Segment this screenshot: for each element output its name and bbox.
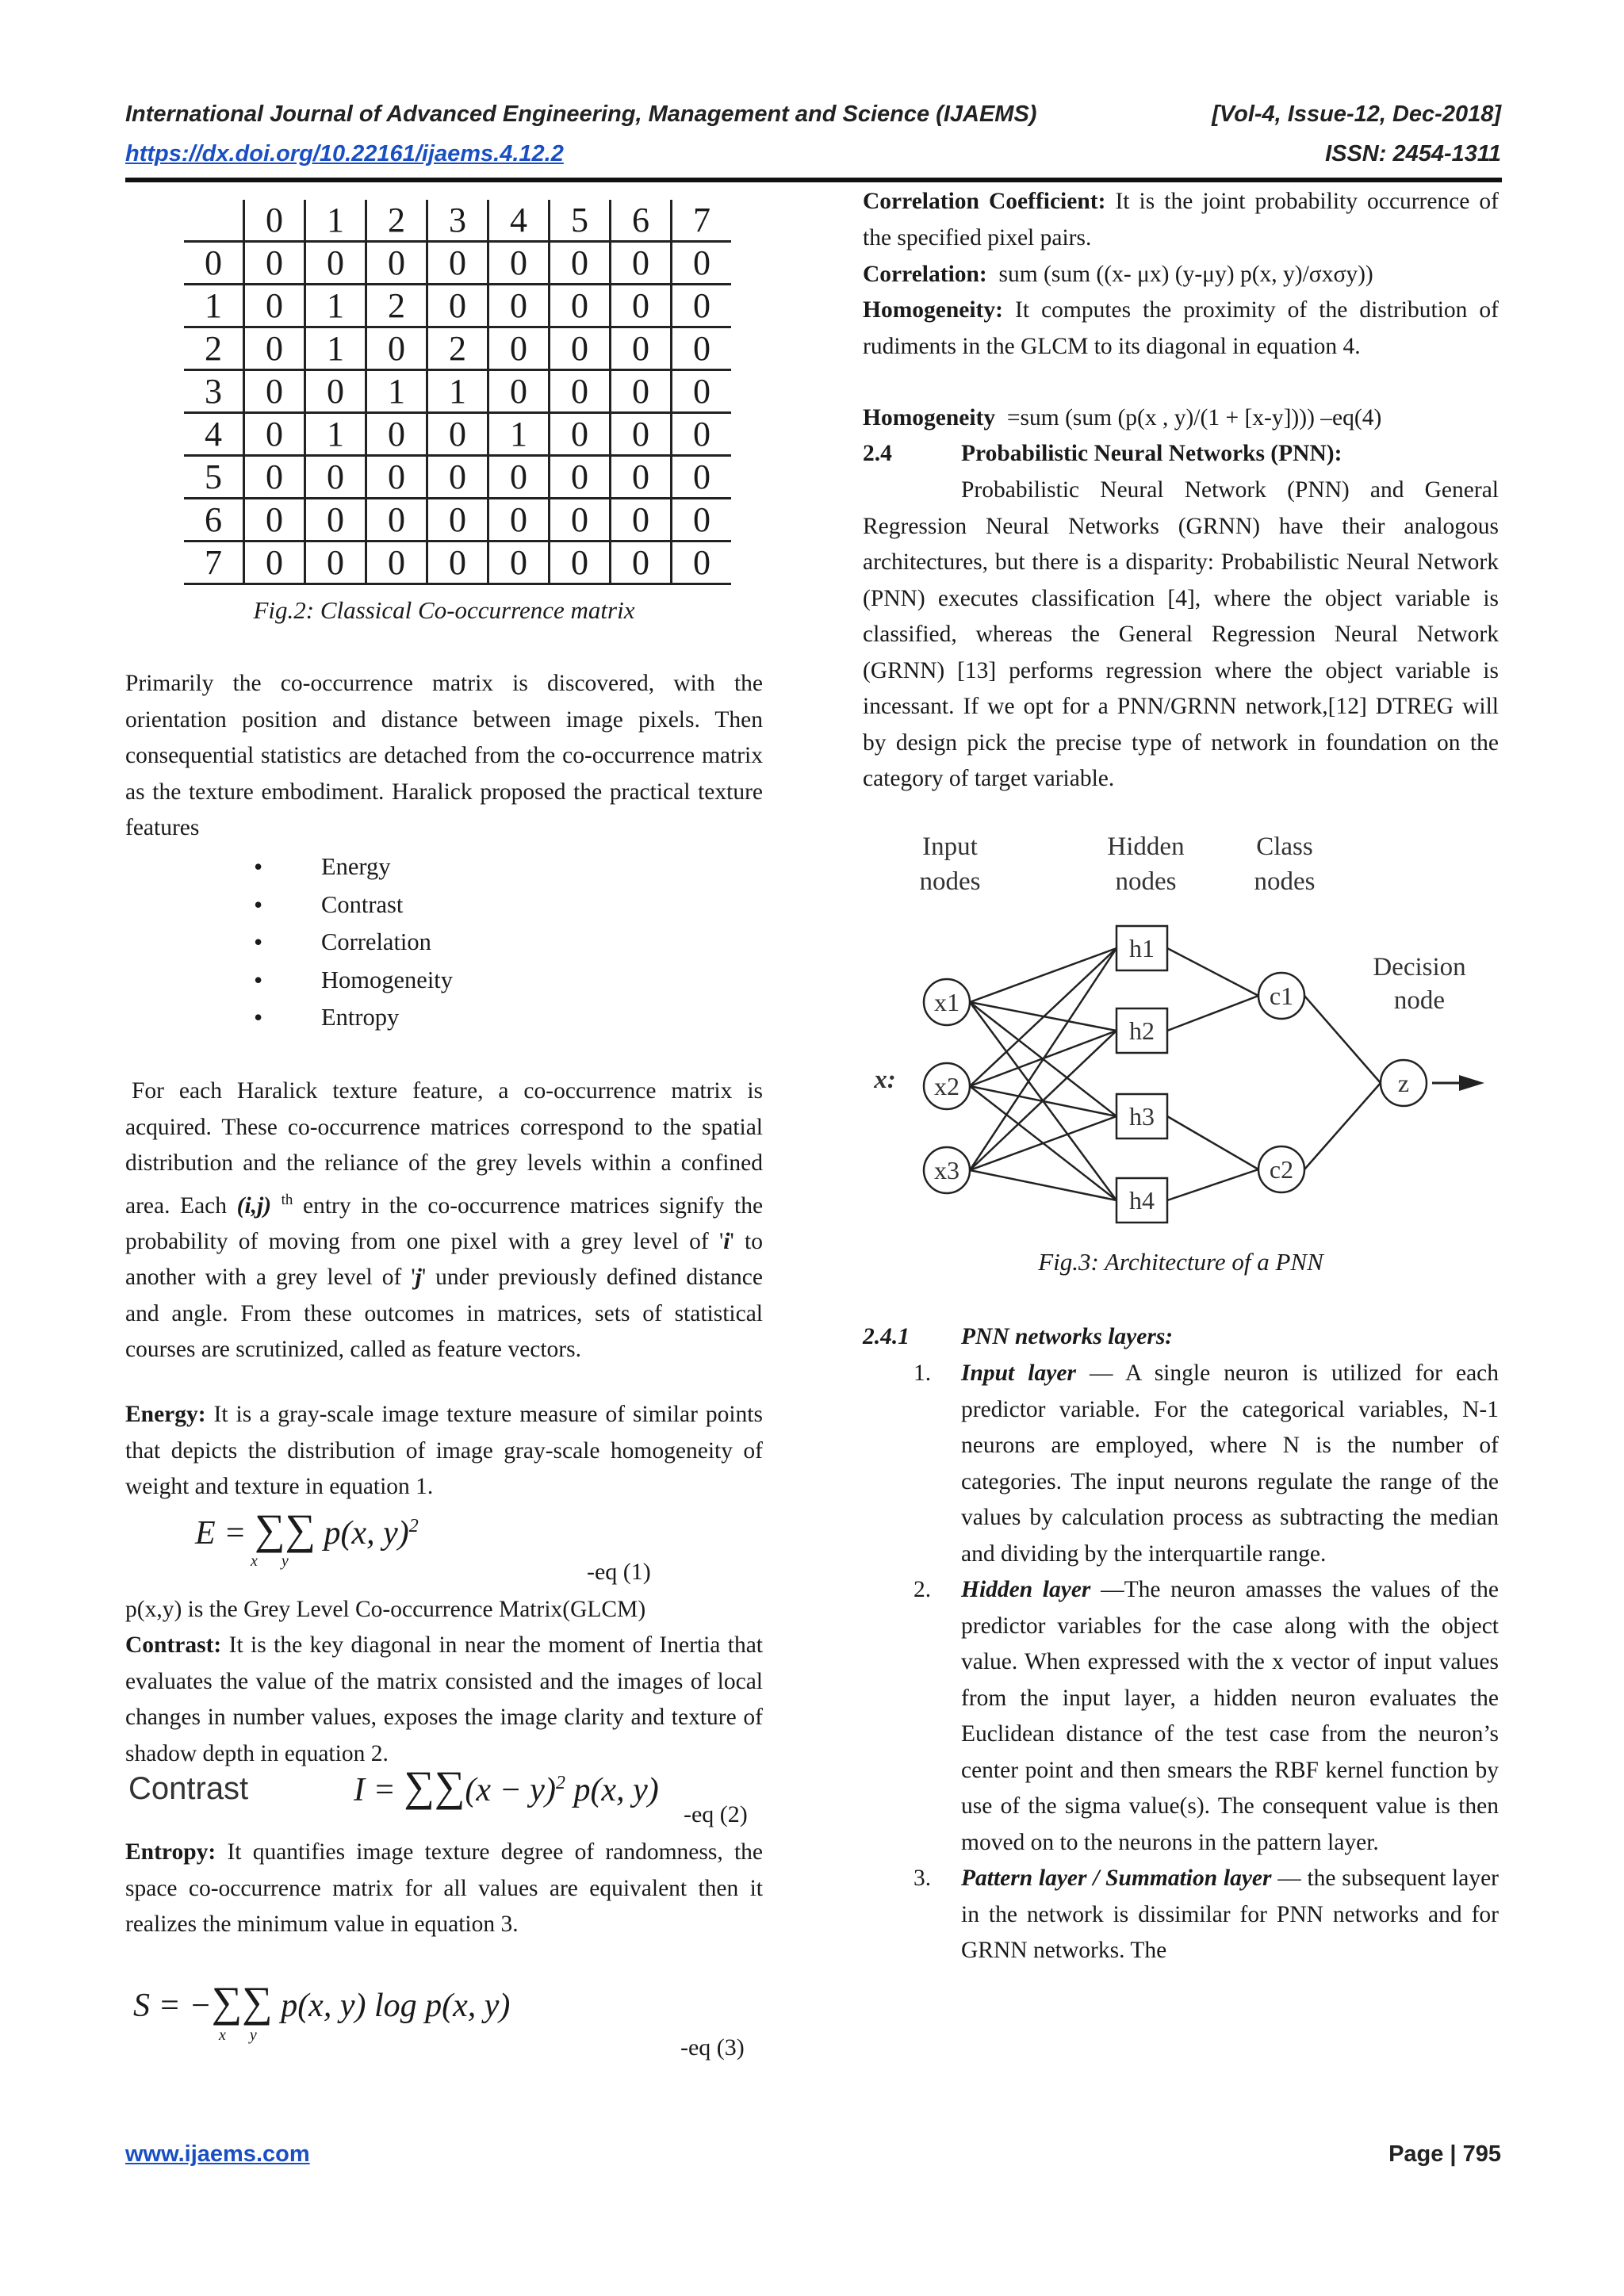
svg-text:z: z	[1397, 1069, 1410, 1097]
matrix-cell: 0	[672, 541, 732, 584]
matrix-cell: 0	[427, 499, 488, 541]
energy-equation: E = ∑∑ p(x, y)$^2$ xy	[195, 1506, 419, 1570]
matrix-cell: 0	[366, 499, 427, 541]
page-number: Page | 795	[1388, 2141, 1501, 2167]
fig2-caption: Fig.2: Classical Co-occurrence matrix	[253, 596, 635, 624]
matrix-cell: 1	[427, 370, 488, 413]
input-hidden-edge	[970, 948, 1116, 1170]
matrix-cell: 0	[305, 242, 366, 285]
matrix-cell: 0	[366, 413, 427, 456]
matrix-row-header: 7	[184, 541, 244, 584]
matrix-cell: 0	[244, 370, 305, 413]
entropy-paragraph: Entropy: It quantifies image texture degree of randomness, the space co-occurrence matrix for all values are equivalent then it realizes the minimum value in equation 3.	[125, 1839, 764, 1937]
svg-text:h4: h4	[1129, 1186, 1155, 1215]
hidden-class-edge	[1167, 996, 1258, 1031]
table-row	[184, 456, 731, 499]
pnn-architecture-diagram	[863, 832, 1497, 1237]
correlation-coefficient-paragraph: Correlation Coefficient: It is the joint probability occurrence of the specified pixel pairs.	[863, 189, 1499, 251]
matrix-cell: 0	[611, 285, 672, 327]
list-item: • Homogeneity	[254, 962, 453, 1000]
matrix-column-header: 4	[488, 200, 550, 242]
matrix-cell: 0	[672, 285, 732, 327]
matrix-cell: 0	[672, 370, 732, 413]
table-row	[184, 242, 731, 285]
header-rule	[125, 178, 1502, 182]
input-hidden-edge	[970, 1170, 1116, 1200]
svg-text:nodes: nodes	[919, 867, 981, 896]
matrix-cell: 0	[244, 242, 305, 285]
matrix-row-header: 5	[184, 456, 244, 499]
class-nodes-label: Class	[1256, 832, 1313, 861]
matrix-cell: 0	[611, 541, 672, 584]
volume-info: [Vol-4, Issue-12, Dec-2018]	[1212, 101, 1501, 127]
input-hidden-edge	[970, 1031, 1116, 1170]
correlation-formula: Correlation: sum (sum ((x- μx) (y-μy) p(x, y)/σxσy))	[863, 262, 1373, 287]
matrix-cell: 0	[672, 327, 732, 370]
matrix-cell: 0	[305, 370, 366, 413]
list-item: • Energy	[254, 848, 453, 886]
table-row	[184, 541, 731, 584]
matrix-cell: 0	[305, 456, 366, 499]
matrix-cell: 0	[550, 242, 611, 285]
matrix-row-header: 3	[184, 370, 244, 413]
cooccurrence-matrix-table	[184, 200, 731, 585]
matrix-cell: 0	[672, 413, 732, 456]
matrix-cell: 0	[244, 456, 305, 499]
matrix-cell: 1	[305, 285, 366, 327]
matrix-cell: 0	[611, 327, 672, 370]
matrix-cell: 0	[305, 499, 366, 541]
matrix-cell: 0	[611, 413, 672, 456]
matrix-row-header: 0	[184, 242, 244, 285]
matrix-cell: 0	[488, 242, 550, 285]
eq1-label: -eq (1)	[587, 1559, 651, 1585]
section-2-4-heading: 2.4 Probabilistic Neural Networks (PNN):	[863, 441, 1342, 466]
table-row	[184, 370, 731, 413]
contrast-equation: $I = \sum\sum(x - y)^2$ p(x, y)	[354, 1762, 659, 1810]
decision-node	[1381, 1060, 1427, 1106]
energy-paragraph: Energy: It is a gray-scale image texture measure of similar points that depicts the distribution of image gray-scale homogeneity of weight and texture in equation 1.	[125, 1402, 763, 1499]
matrix-corner	[184, 200, 244, 242]
hidden-node	[1116, 1094, 1167, 1138]
doi-link[interactable]: https://dx.doi.org/10.22161/ijaems.4.12.2	[125, 141, 564, 166]
matrix-cell: 1	[305, 327, 366, 370]
hidden-node	[1116, 926, 1167, 970]
ij-index: (i,j)	[236, 1192, 272, 1219]
matrix-cell: 0	[550, 370, 611, 413]
matrix-cell: 0	[427, 413, 488, 456]
matrix-cell: 0	[488, 499, 550, 541]
table-row	[184, 499, 731, 541]
class-node	[1258, 973, 1304, 1019]
haralick-paragraph: For each Haralick texture feature, a co-occurrence matrix is acquired. These co-occurrence matrices correspond to the spatial distribution and the reliance of the grey levels within a confined area. Each (i,j) $^{th}$ entry in the co-occurrence matrices signify the probability of moving from one pixel with a grey level of 'i' to another with a grey level of 'j' under previously defined distance and angle. From these outcomes in matrices, sets of statistical courses are scrutinized, called as feature vectors.	[125, 1078, 764, 1363]
input-node	[924, 979, 970, 1025]
list-item: 3. Pattern layer / Summation layer — the subsequent layer in the network is dissimilar for PNN networks and for GRNN networks. The	[914, 1866, 1499, 1963]
matrix-cell: 0	[488, 541, 550, 584]
matrix-cell: 0	[611, 499, 672, 541]
homogeneity-formula: Homogeneity =sum (sum (p(x , y)/(1 + [x-y]))) –eq(4)	[863, 405, 1382, 430]
input-hidden-edge	[970, 948, 1116, 1086]
matrix-cell: 0	[244, 285, 305, 327]
input-node	[924, 1147, 970, 1193]
svg-text:nodes: nodes	[1115, 867, 1177, 896]
matrix-column-header: 0	[244, 200, 305, 242]
matrix-cell: 0	[488, 456, 550, 499]
pnn-layers-list	[863, 1356, 1499, 1969]
list-item: • Correlation	[254, 924, 453, 962]
svg-text:c2: c2	[1269, 1155, 1294, 1184]
hidden-node	[1116, 1178, 1167, 1223]
list-item: 1. Input layer — A single neuron is utilized for each predictor variable. For the categorical variables, N-1 neurons are employed, where N is the number of categories. The input neurons regulate the range of the values by calculation process as subtracting the median and dividing by the interquartile range.	[914, 1360, 1500, 1567]
svg-text:h1: h1	[1129, 934, 1155, 962]
svg-text:x1: x1	[934, 988, 959, 1016]
table-row	[184, 285, 731, 327]
matrix-cell: 0	[672, 499, 732, 541]
issn: ISSN: 2454-1311	[1325, 141, 1501, 166]
matrix-cell: 0	[427, 541, 488, 584]
matrix-cell: 1	[305, 413, 366, 456]
homogeneity-paragraph: Homogeneity: It computes the proximity of the distribution of rudiments in the GLCM to its diagonal in equation 4.	[863, 297, 1500, 359]
matrix-cell: 0	[550, 327, 611, 370]
eq3-label: -eq (3)	[680, 2034, 745, 2061]
class-output-edge	[1304, 996, 1381, 1083]
svg-text:h3: h3	[1129, 1102, 1155, 1131]
matrix-cell: 0	[550, 413, 611, 456]
table-row	[184, 413, 731, 456]
matrix-cell: 0	[550, 499, 611, 541]
matrix-cell: 0	[611, 456, 672, 499]
matrix-cell: 0	[366, 541, 427, 584]
matrix-cell: 2	[366, 285, 427, 327]
matrix-row-header: 1	[184, 285, 244, 327]
contrast-paragraph: Contrast: It is the key diagonal in near the moment of Inertia that evaluates the value of the matrix consisted and the images of local changes in number values, exposes the image clarity and texture of shadow depth in equation 2.	[125, 1632, 764, 1766]
decision-node-label: Decision	[1373, 953, 1466, 982]
hidden-class-edge	[1167, 948, 1258, 996]
matrix-column-header: 6	[611, 200, 672, 242]
matrix-cell: 0	[366, 456, 427, 499]
contrast-equation-word: Contrast	[128, 1771, 249, 1806]
svg-text:x3: x3	[934, 1156, 959, 1184]
intro-paragraph: Primarily the co-occurrence matrix is discovered, with the orientation position and distance between image pixels. Then consequential statistics are detached from the co-occurrence matrix as the texture embodiment. Haralick proposed the practical texture features	[125, 671, 763, 840]
matrix-cell: 0	[366, 242, 427, 285]
svg-text:node: node	[1393, 986, 1446, 1015]
hidden-node	[1116, 1008, 1167, 1053]
x-vector-label: x:	[874, 1066, 896, 1094]
matrix-cell: 0	[244, 327, 305, 370]
matrix-cell: 0	[611, 242, 672, 285]
table-row	[184, 327, 731, 370]
input-hidden-edge	[970, 1116, 1116, 1170]
class-node	[1258, 1146, 1304, 1192]
matrix-column-header: 3	[427, 200, 488, 242]
input-hidden-edge	[970, 948, 1116, 1002]
matrix-cell: 0	[427, 456, 488, 499]
journal-title: International Journal of Advanced Engineering, Management and Science (IJAEMS)	[125, 101, 1037, 127]
matrix-cell: 0	[488, 370, 550, 413]
matrix-column-header: 2	[366, 200, 427, 242]
matrix-cell: 1	[488, 413, 550, 456]
svg-text:nodes: nodes	[1254, 867, 1316, 896]
matrix-cell: 0	[244, 541, 305, 584]
list-item: 2. Hidden layer —The neuron amasses the values of the predictor variables for the case along with the object value. When expressed with the x vector of input values from the input layer, a hidden neuron evaluates the Euclidean distance of the test case from the neuron’s center point and then smears the RBF kernel function by use of the sigma value(s). The consequent value is then moved on to the neurons in the pattern layer.	[914, 1577, 1500, 1855]
matrix-cell: 0	[427, 242, 488, 285]
hidden-nodes-label: Hidden	[1107, 832, 1185, 861]
matrix-row-header: 4	[184, 413, 244, 456]
list-item: • Entropy	[254, 999, 453, 1037]
matrix-cell: 0	[672, 242, 732, 285]
matrix-cell: 0	[550, 456, 611, 499]
matrix-column-header: 7	[672, 200, 732, 242]
matrix-row-header: 2	[184, 327, 244, 370]
matrix-row-header: 6	[184, 499, 244, 541]
footer-site-link[interactable]: www.ijaems.com	[125, 2141, 310, 2167]
matrix-column-header: 5	[550, 200, 611, 242]
svg-text:x2: x2	[934, 1072, 959, 1100]
eq2-label: -eq (2)	[684, 1801, 748, 1827]
class-output-edge	[1304, 1083, 1381, 1169]
fig3-caption: Fig.3: Architecture of a PNN	[1038, 1248, 1323, 1276]
matrix-cell: 1	[366, 370, 427, 413]
hidden-class-edge	[1167, 1169, 1258, 1200]
matrix-cell: 0	[488, 285, 550, 327]
matrix-cell: 2	[427, 327, 488, 370]
matrix-cell: 0	[427, 285, 488, 327]
matrix-cell: 0	[488, 327, 550, 370]
pxy-definition: p(x,y) is the Grey Level Co-occurrence Matrix(GLCM)	[125, 1597, 646, 1622]
matrix-cell: 0	[672, 456, 732, 499]
pnn-paragraph: Probabilistic Neural Network (PNN) and General Regression Neural Networks (GRNN) have their analogous architectures, but there is a disparity: Probabilistic Neural Network (PNN) executes classification [4], where the object variable is classified, whereas the General Regression Neural Network (GRNN) [13] performs regression where the object variable is incessant. If we opt for a PNN/GRNN network,[12] DTREG will by design pick the precise type of network in foundation on the category of target variable.	[863, 477, 1499, 791]
svg-text:c1: c1	[1269, 982, 1294, 1010]
matrix-cell: 0	[244, 499, 305, 541]
output-arrowhead	[1459, 1075, 1484, 1091]
entropy-equation: S = −∑∑ p(x, y) log p(x, y) xy	[133, 1978, 511, 2044]
feature-list	[254, 848, 453, 1037]
section-2-4-1-heading: 2.4.1 PNN networks layers:	[863, 1324, 1174, 1349]
matrix-cell: 0	[550, 285, 611, 327]
svg-text:h2: h2	[1129, 1016, 1155, 1045]
matrix-cell: 0	[550, 541, 611, 584]
hidden-class-edge	[1167, 1116, 1258, 1169]
matrix-cell: 0	[611, 370, 672, 413]
matrix-cell: 0	[366, 327, 427, 370]
matrix-column-header: 1	[305, 200, 366, 242]
input-nodes-label: Input	[922, 832, 978, 861]
input-node	[924, 1063, 970, 1109]
list-item: • Contrast	[254, 886, 453, 924]
matrix-cell: 0	[244, 413, 305, 456]
matrix-cell: 0	[305, 541, 366, 584]
